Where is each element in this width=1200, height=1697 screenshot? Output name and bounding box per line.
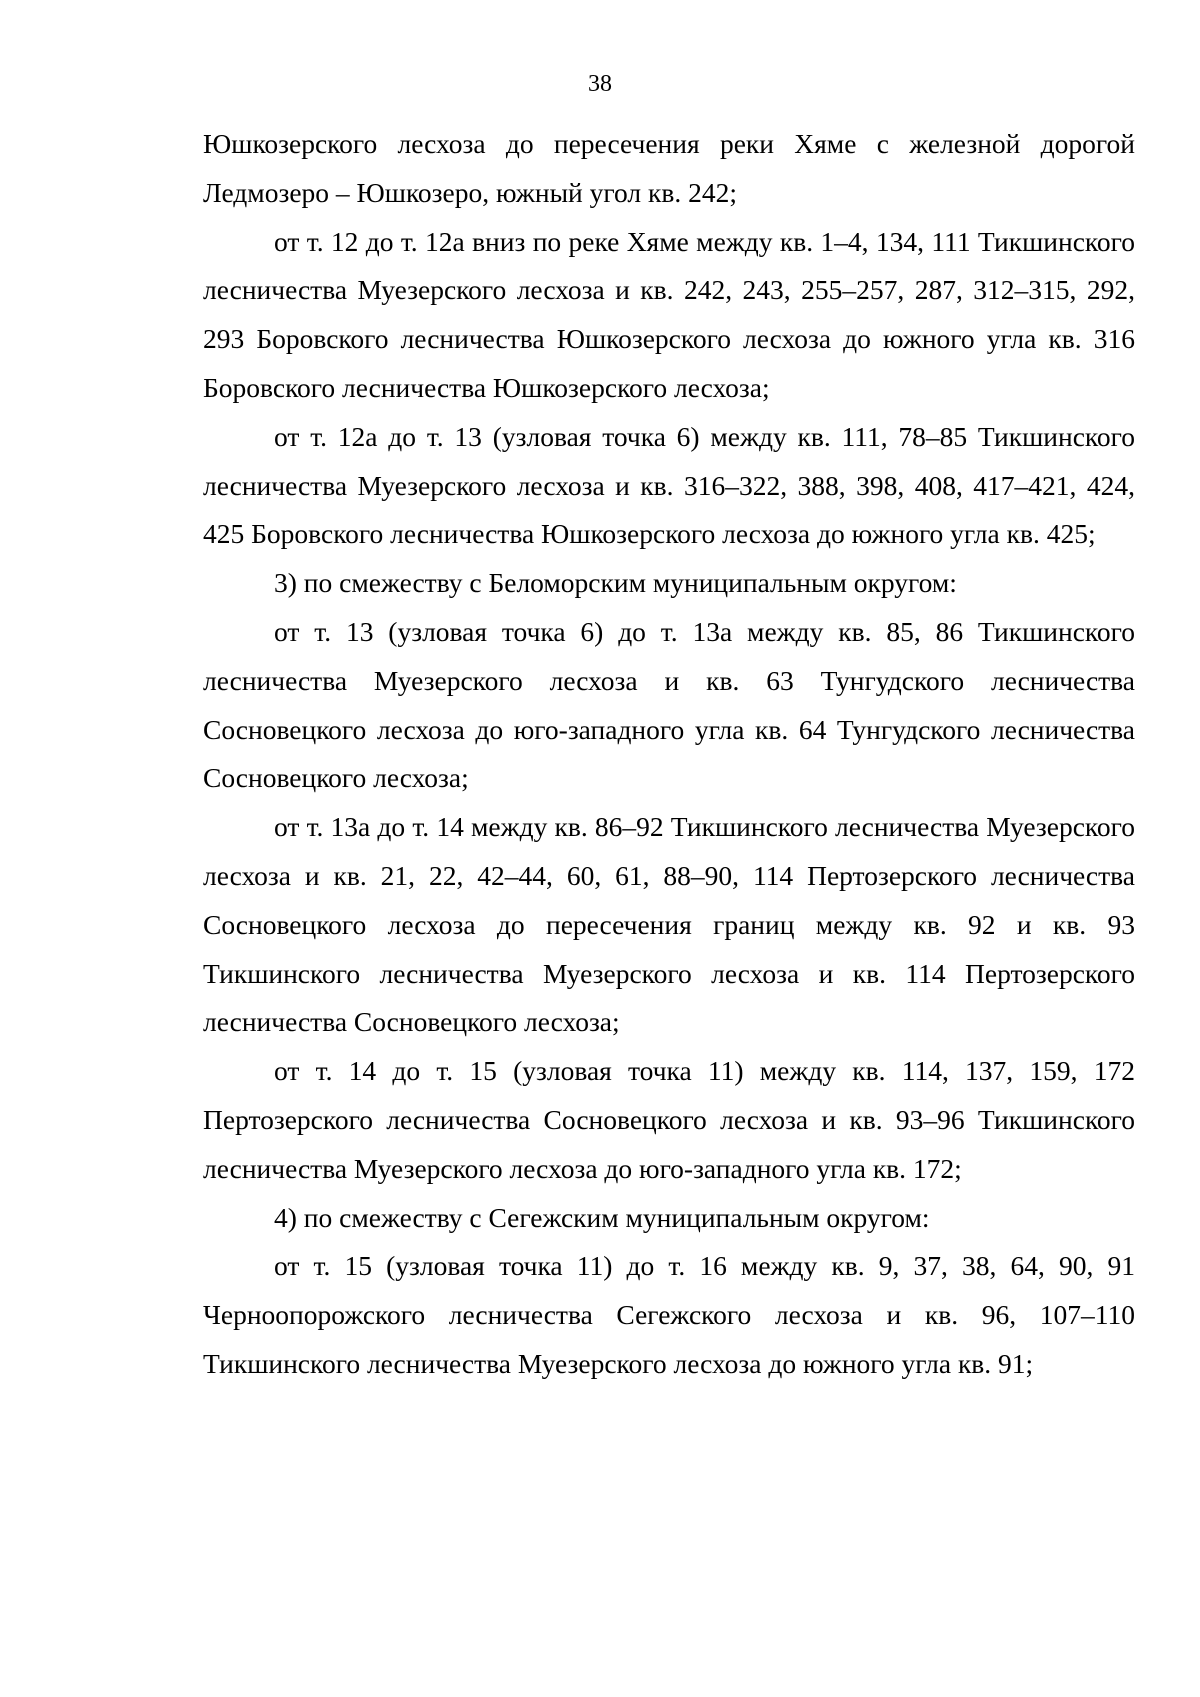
paragraph-segment-12-12a: от т. 12 до т. 12а вниз по реке Хяме между кв. 1–4, 134, 111 Тикшинского лесничества Муезерского лесхоза и кв. 242, 243, 255–257, 287, 312–315, 292, 293 Боровского лесничества Юшкозерского лесхоза до южного угла кв. 316 Боровского лесничества Юшкозерского лесхоза;: [203, 225, 1135, 403]
paragraph-segment-15-16: от т. 15 (узловая точка 11) до т. 16 между кв. 9, 37, 38, 64, 90, 91 Черноопорожского лесничества Сегежского лесхоза и кв. 96, 107–110 Тикшинского лесничества Муезерского лесхоза до южного угла кв. 91;: [203, 1250, 1135, 1379]
section-heading-belomorsky: 3) по смежеству с Беломорским муниципальным округом:: [274, 567, 957, 599]
document-body: [203, 120, 1135, 1389]
paragraph-segment-12a-13: от т. 12а до т. 13 (узловая точка 6) между кв. 111, 78–85 Тикшинского лесничества Муезерского лесхоза и кв. 316–322, 388, 398, 408, 417–421, 424, 425 Боровского лесничества Юшкозерского лесхоза до южного угла кв. 425;: [203, 420, 1135, 550]
paragraph-continuation: Юшкозерского лесхоза до пересечения реки Хяме с железной дорогой Ледмозеро – Юшкозеро, южный угол кв. 242;: [203, 128, 1135, 208]
paragraph-segment-13-13a: от т. 13 (узловая точка 6) до т. 13а между кв. 85, 86 Тикшинского лесничества Муезерского лесхоза и кв. 63 Тунгудского лесничества Сосновецкого лесхоза до юго-западного угла кв. 64 Тунгудского лесничества Сосновецкого лесхоза;: [203, 615, 1135, 794]
page-number: 38: [588, 71, 612, 97]
section-heading-segezhsky: 4) по смежеству с Сегежским муниципальным округом:: [274, 1201, 930, 1233]
paragraph-segment-13a-14: от т. 13а до т. 14 между кв. 86–92 Тикшинского лесничества Муезерского лесхоза и кв. 21, 22, 42–44, 60, 61, 88–90, 114 Пертозерского лесничества Сосновецкого лесхоза до пересечения границ между кв. 92 и кв. 93 Тикшинского лесничества Муезерского лесхоза и кв. 114 Пертозерского лесничества Сосновецкого лесхоза;: [203, 811, 1135, 1038]
paragraph-segment-14-15: от т. 14 до т. 15 (узловая точка 11) между кв. 114, 137, 159, 172 Пертозерского лесничества Сосновецкого лесхоза и кв. 93–96 Тикшинского лесничества Муезерского лесхоза до юго-западного угла кв. 172;: [203, 1055, 1135, 1184]
